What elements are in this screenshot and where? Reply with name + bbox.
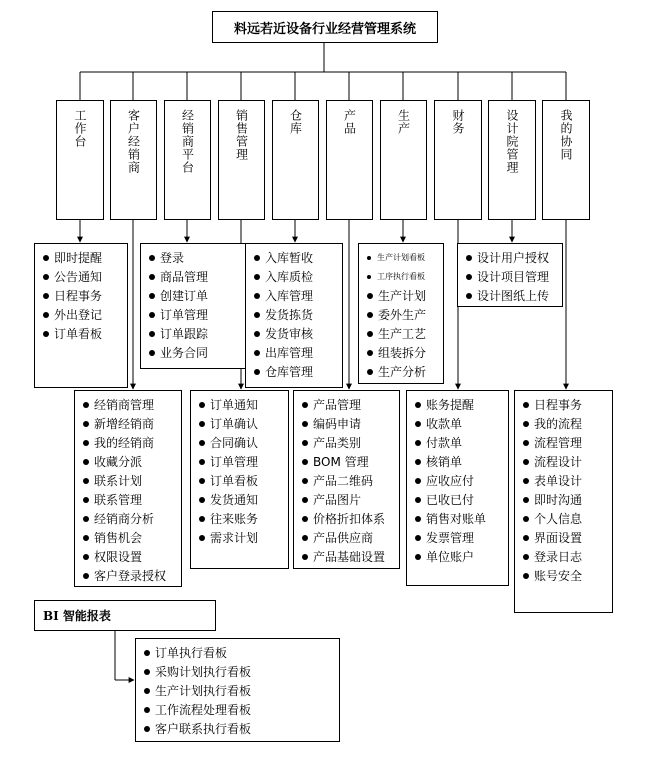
- system-title-text: 料远若近设备行业经营管理系统: [233, 21, 416, 37]
- list-item: 发票管理: [415, 528, 502, 547]
- list-item: 单位账户: [415, 547, 502, 566]
- bullet-icon: [149, 255, 155, 261]
- bullet-icon: [523, 554, 529, 560]
- list-item: 销售对账单: [415, 509, 502, 528]
- bullet-icon: [199, 440, 205, 446]
- bullet-icon: [302, 516, 308, 522]
- bullet-icon: [523, 573, 529, 579]
- bullet-icon: [415, 516, 421, 522]
- list-item: 采购计划执行看板: [144, 662, 333, 681]
- list-item: 产品图片: [302, 490, 393, 509]
- list-item: 销售机会: [83, 528, 175, 547]
- bullet-icon: [523, 440, 529, 446]
- module-dealer-platform: [164, 100, 211, 220]
- list-item: 工作流程处理看板: [144, 700, 333, 719]
- list-item: 我的经销商: [83, 433, 175, 452]
- bullet-icon: [523, 402, 529, 408]
- module-warehouse: [272, 100, 319, 220]
- bullet-icon: [254, 255, 260, 261]
- bullet-icon: [367, 256, 371, 260]
- list-item: 工序执行看板: [367, 267, 437, 286]
- list-item: 产品管理: [302, 395, 393, 414]
- bullet-icon: [83, 573, 89, 579]
- list-item: 日程事务: [523, 395, 606, 414]
- bullet-icon: [83, 497, 89, 503]
- list-item: 流程管理: [523, 433, 606, 452]
- list-item: 界面设置: [523, 528, 606, 547]
- bullet-icon: [144, 669, 150, 675]
- module-sales: [218, 100, 265, 220]
- bullet-icon: [144, 726, 150, 732]
- bullet-icon: [149, 293, 155, 299]
- list-item: 收藏分派: [83, 452, 175, 471]
- bullet-icon: [83, 421, 89, 427]
- list-item: 订单看板: [43, 324, 121, 343]
- bullet-icon: [199, 516, 205, 522]
- bullet-icon: [254, 331, 260, 337]
- list-sales: [190, 390, 289, 569]
- bullet-icon: [199, 497, 205, 503]
- bullet-icon: [149, 350, 155, 356]
- list-item: 产品供应商: [302, 528, 393, 547]
- bullet-icon: [83, 440, 89, 446]
- list-item: 价格折扣体系: [302, 509, 393, 528]
- list-item: 发货通知: [199, 490, 282, 509]
- bullet-icon: [149, 274, 155, 280]
- list-item: 生产分析: [367, 362, 437, 381]
- bullet-icon: [199, 402, 205, 408]
- module-workbench: [56, 100, 104, 220]
- list-item: 业务合同: [149, 343, 240, 362]
- bullet-icon: [367, 312, 373, 318]
- list-item: 需求计划: [199, 528, 282, 547]
- list-item: 组装拆分: [367, 343, 437, 362]
- list-design-institute: [457, 243, 563, 307]
- module-collaboration: [542, 100, 590, 220]
- list-item: 即时提醒: [43, 248, 121, 267]
- list-item: 经销商分析: [83, 509, 175, 528]
- bullet-icon: [415, 497, 421, 503]
- bullet-icon: [415, 478, 421, 484]
- list-item: 设计用户授权: [466, 248, 556, 267]
- list-workbench: [34, 243, 128, 388]
- module-label: 工作台: [73, 109, 87, 148]
- bullet-icon: [523, 497, 529, 503]
- bullet-icon: [43, 274, 49, 280]
- list-item: 产品类别: [302, 433, 393, 452]
- list-item: 收款单: [415, 414, 502, 433]
- list-item: 订单执行看板: [144, 643, 333, 662]
- list-item: 生产计划执行看板: [144, 681, 333, 700]
- list-item: 出库管理: [254, 343, 336, 362]
- bullet-icon: [367, 331, 373, 337]
- bullet-icon: [83, 516, 89, 522]
- list-item: 联系管理: [83, 490, 175, 509]
- module-label: 财务: [451, 109, 465, 135]
- bullet-icon: [302, 478, 308, 484]
- list-finance: [406, 390, 509, 586]
- list-item: 委外生产: [367, 305, 437, 324]
- list-item: 客户登录授权: [83, 566, 175, 585]
- bullet-icon: [523, 421, 529, 427]
- bullet-icon: [523, 478, 529, 484]
- bullet-icon: [144, 707, 150, 713]
- list-item: 登录日志: [523, 547, 606, 566]
- list-item: 入库暂收: [254, 248, 336, 267]
- list-dealer-platform: [140, 243, 247, 369]
- module-design-institute: [488, 100, 536, 220]
- bullet-icon: [523, 535, 529, 541]
- bullet-icon: [144, 688, 150, 694]
- list-item: 生产计划看板: [367, 248, 437, 267]
- bullet-icon: [254, 274, 260, 280]
- bullet-icon: [149, 312, 155, 318]
- list-item: 订单通知: [199, 395, 282, 414]
- bullet-icon: [367, 369, 373, 375]
- list-item: 付款单: [415, 433, 502, 452]
- list-item: 登录: [149, 248, 240, 267]
- list-item: 生产计划: [367, 286, 437, 305]
- list-item: 发货拣货: [254, 305, 336, 324]
- list-item: 我的流程: [523, 414, 606, 433]
- list-production: [358, 243, 444, 384]
- list-item: 订单跟踪: [149, 324, 240, 343]
- bullet-icon: [83, 402, 89, 408]
- list-product: [293, 390, 400, 569]
- bullet-icon: [302, 535, 308, 541]
- list-item: 权限设置: [83, 547, 175, 566]
- bullet-icon: [523, 516, 529, 522]
- list-item: 仓库管理: [254, 362, 336, 381]
- list-item: 创建订单: [149, 286, 240, 305]
- list-item: 往来账务: [199, 509, 282, 528]
- bullet-icon: [199, 478, 205, 484]
- module-label: 客户经销商: [126, 109, 141, 174]
- list-item: 发货审核: [254, 324, 336, 343]
- bullet-icon: [415, 421, 421, 427]
- bullet-icon: [144, 650, 150, 656]
- bullet-icon: [466, 255, 472, 261]
- list-item: 商品管理: [149, 267, 240, 286]
- module-finance: [434, 100, 482, 220]
- bullet-icon: [367, 350, 373, 356]
- bullet-icon: [43, 293, 49, 299]
- bullet-icon: [367, 293, 373, 299]
- bullet-icon: [254, 312, 260, 318]
- list-bi-reports: [135, 638, 340, 742]
- bullet-icon: [254, 369, 260, 375]
- bullet-icon: [149, 331, 155, 337]
- bullet-icon: [466, 274, 472, 280]
- bullet-icon: [43, 331, 49, 337]
- list-item: 外出登记: [43, 305, 121, 324]
- bullet-icon: [302, 402, 308, 408]
- bullet-icon: [302, 440, 308, 446]
- bullet-icon: [302, 421, 308, 427]
- list-item: 合同确认: [199, 433, 282, 452]
- bullet-icon: [254, 350, 260, 356]
- module-label: 经销商平台: [180, 109, 195, 174]
- list-item: 订单确认: [199, 414, 282, 433]
- bullet-icon: [254, 293, 260, 299]
- list-item: 产品二维码: [302, 471, 393, 490]
- module-label: 我的协同: [559, 109, 573, 161]
- module-customer-dealer: [110, 100, 157, 220]
- list-item: 流程设计: [523, 452, 606, 471]
- list-item: 订单管理: [199, 452, 282, 471]
- bullet-icon: [415, 402, 421, 408]
- bullet-icon: [523, 459, 529, 465]
- list-warehouse: [245, 243, 343, 388]
- list-item: 客户联系执行看板: [144, 719, 333, 738]
- bullet-icon: [199, 535, 205, 541]
- list-item: 生产工艺: [367, 324, 437, 343]
- bullet-icon: [302, 497, 308, 503]
- list-item: 设计图纸上传: [466, 286, 556, 305]
- list-item: 编码申请: [302, 414, 393, 433]
- list-item: 账号安全: [523, 566, 606, 585]
- list-item: 已收已付: [415, 490, 502, 509]
- list-item: 经销商管理: [83, 395, 175, 414]
- bullet-icon: [83, 459, 89, 465]
- list-item: BOM 管理: [302, 452, 393, 471]
- system-title: [212, 11, 438, 43]
- list-item: 表单设计: [523, 471, 606, 490]
- bullet-icon: [302, 459, 308, 465]
- module-label: 仓库: [288, 109, 303, 135]
- list-item: 订单管理: [149, 305, 240, 324]
- list-item: 核销单: [415, 452, 502, 471]
- list-item: 订单看板: [199, 471, 282, 490]
- module-label: 生产: [396, 109, 411, 135]
- bullet-icon: [199, 421, 205, 427]
- list-item: 应收应付: [415, 471, 502, 490]
- list-item: 日程事务: [43, 286, 121, 305]
- module-label: 设计院管理: [505, 109, 519, 174]
- module-product: [326, 100, 373, 220]
- bullet-icon: [302, 554, 308, 560]
- bullet-icon: [83, 478, 89, 484]
- bullet-icon: [83, 554, 89, 560]
- list-item: 入库质检: [254, 267, 336, 286]
- list-item: 联系计划: [83, 471, 175, 490]
- module-label: 产品: [342, 109, 357, 135]
- bi-report-title: BI 智能报表: [43, 609, 111, 623]
- list-item: 个人信息: [523, 509, 606, 528]
- bullet-icon: [415, 535, 421, 541]
- list-item: 即时沟通: [523, 490, 606, 509]
- list-item: 入库管理: [254, 286, 336, 305]
- list-item: 设计项目管理: [466, 267, 556, 286]
- list-item: 产品基础设置: [302, 547, 393, 566]
- module-label: 销售管理: [234, 109, 249, 161]
- bullet-icon: [415, 554, 421, 560]
- bullet-icon: [466, 293, 472, 299]
- list-customer-dealer: [74, 390, 182, 587]
- bullet-icon: [43, 312, 49, 318]
- bullet-icon: [367, 275, 371, 279]
- bullet-icon: [43, 255, 49, 261]
- list-collaboration: [514, 390, 613, 613]
- bullet-icon: [83, 535, 89, 541]
- list-item: 新增经销商: [83, 414, 175, 433]
- bullet-icon: [199, 459, 205, 465]
- list-item: 账务提醒: [415, 395, 502, 414]
- module-production: [380, 100, 427, 220]
- bullet-icon: [415, 440, 421, 446]
- bi-report-title-box: [34, 600, 216, 631]
- list-item: 公告通知: [43, 267, 121, 286]
- bullet-icon: [415, 459, 421, 465]
